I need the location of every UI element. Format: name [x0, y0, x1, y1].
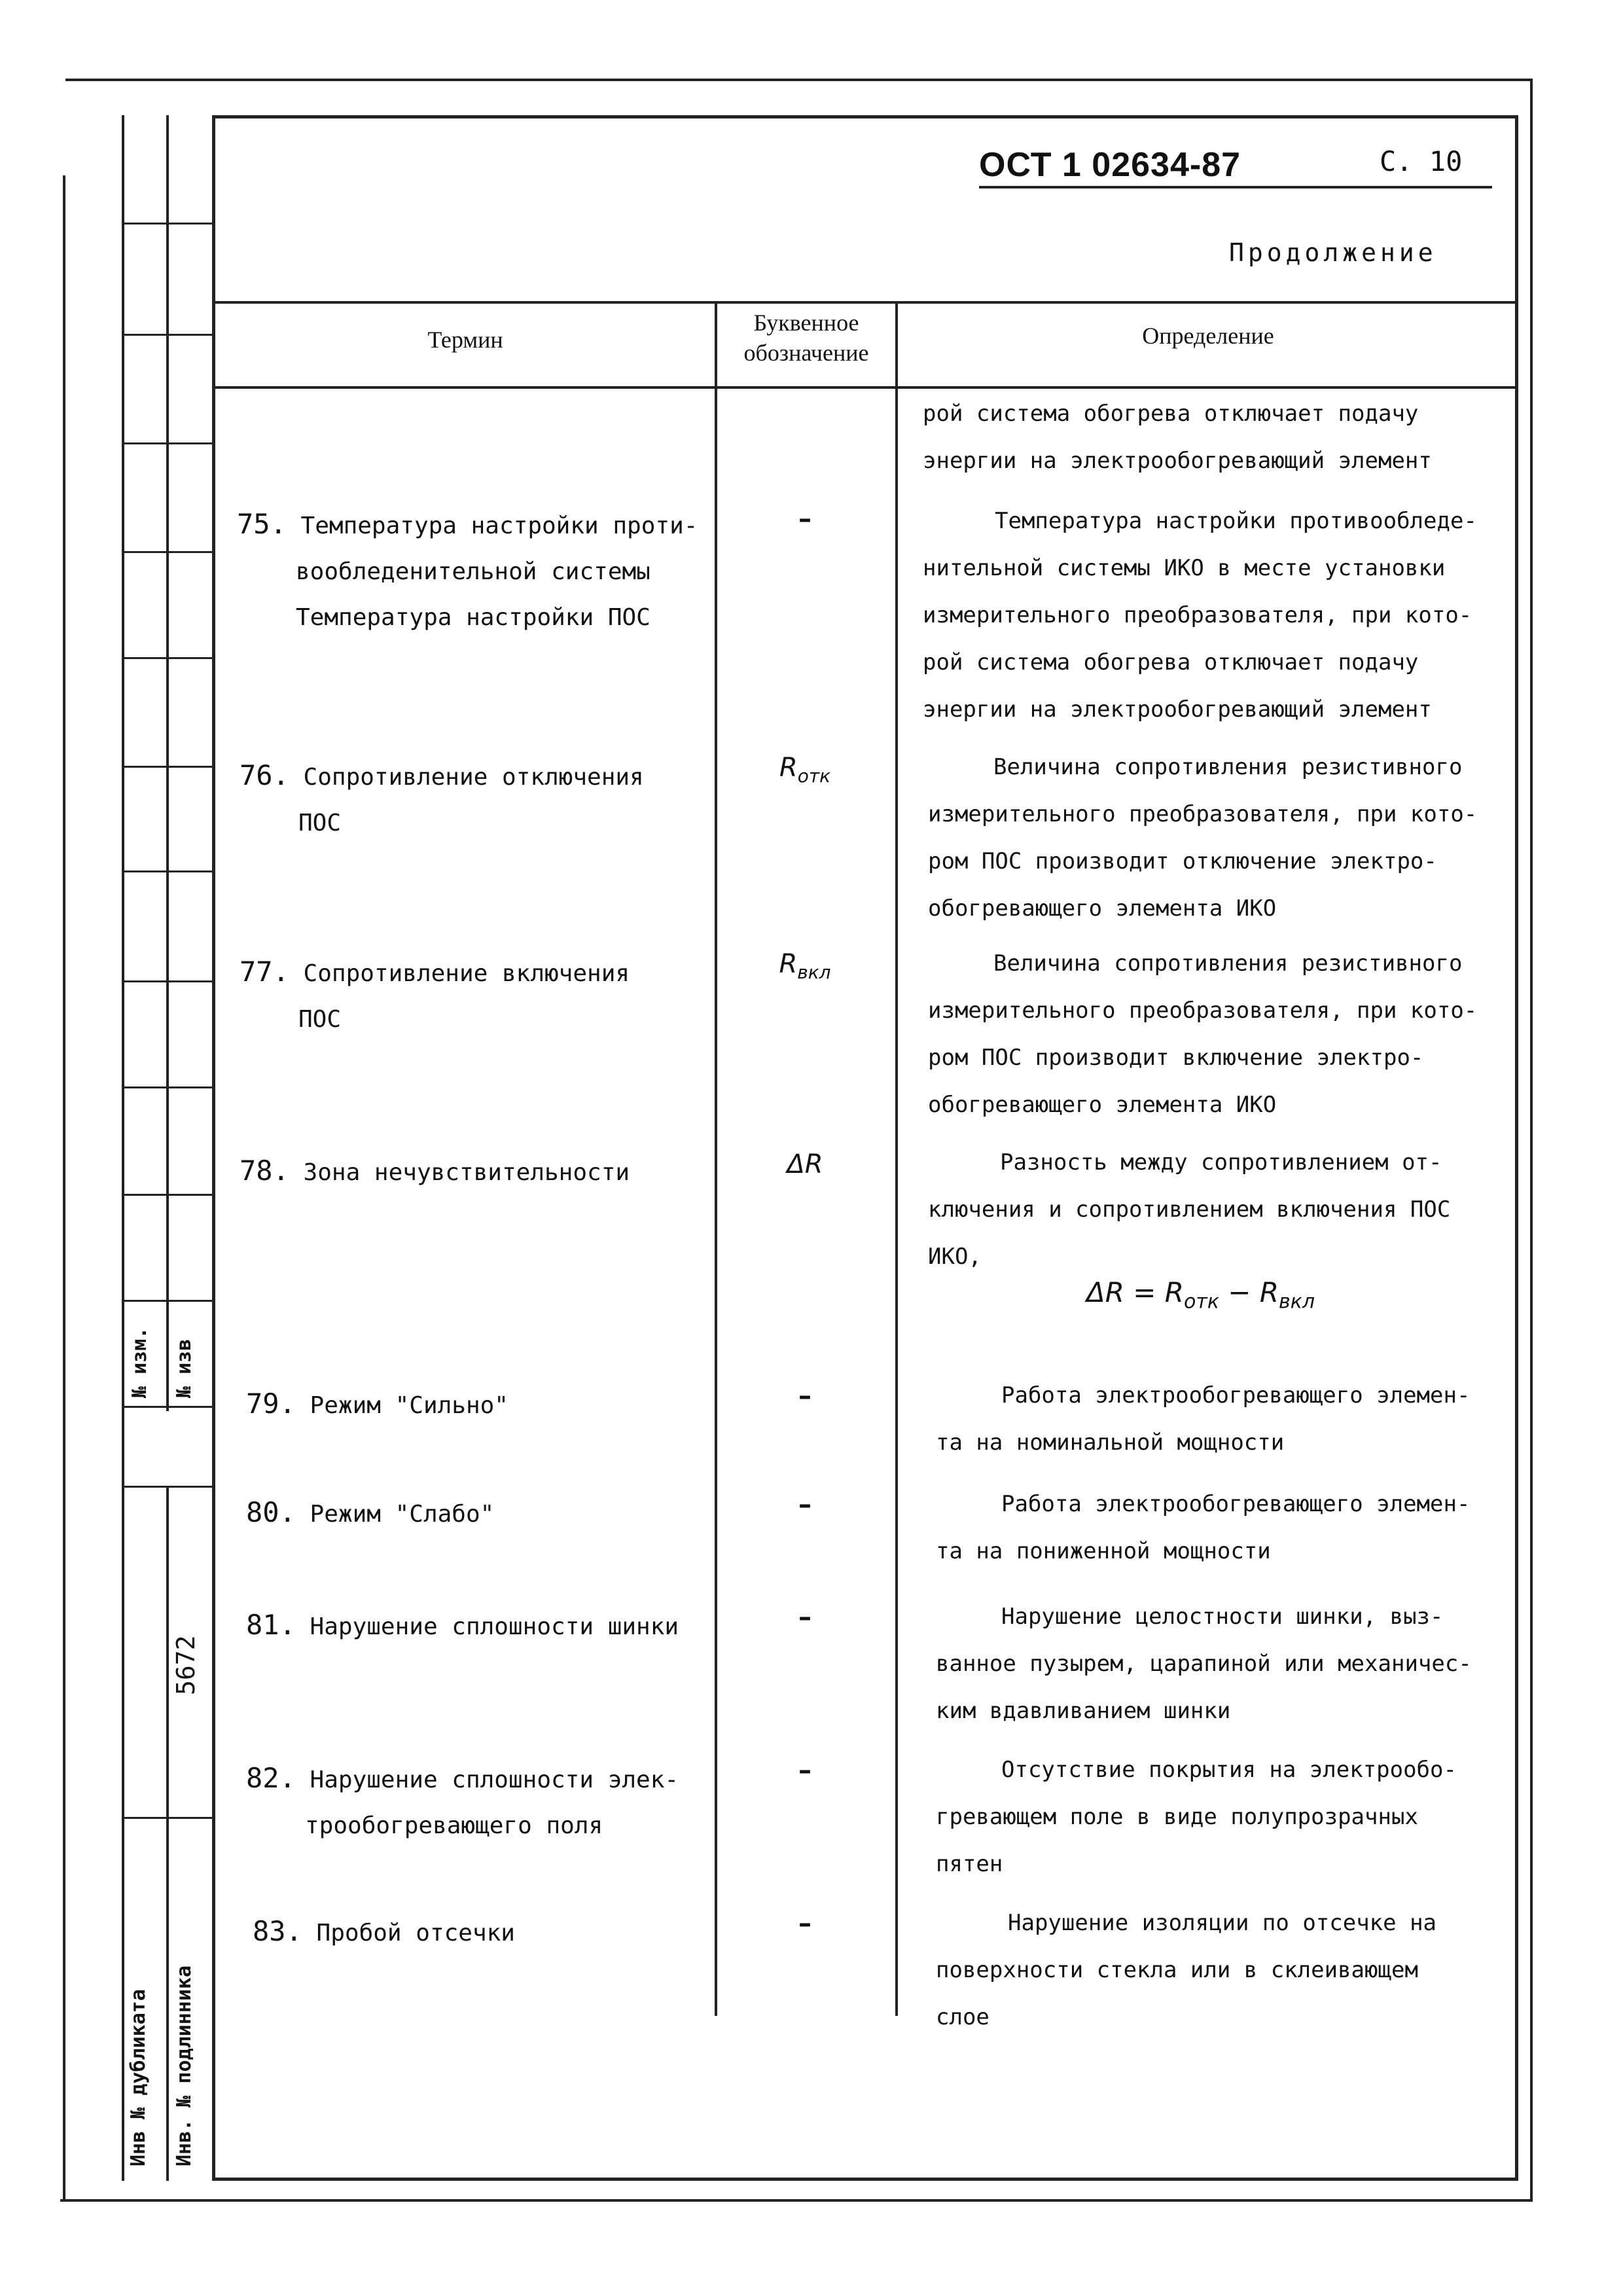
definition-line: та на пониженной мощности: [936, 1538, 1271, 1564]
symbol-subscript: отк: [797, 765, 831, 787]
definition-line: рой система обогрева отключает подачу: [923, 401, 1419, 427]
definition-line: Нарушение целостности шинки, выз-: [1001, 1604, 1444, 1630]
definition-line: гревающем поле в виде полупрозрачных: [936, 1804, 1418, 1830]
header-symbol-line1: Буквенное: [753, 310, 859, 336]
definition-line: поверхности стекла или в склеивающем: [936, 1957, 1418, 1983]
definition-line: измерительного преобразователя, при кото-: [928, 997, 1478, 1024]
definition-line: слое: [936, 2004, 990, 2030]
definition-row-75: [923, 497, 1477, 733]
symbol-main: R: [779, 949, 798, 979]
strip-cell-divider: [122, 551, 212, 553]
header-term: Термин: [427, 327, 503, 353]
term-row-75: [237, 501, 698, 641]
term-number: 75.: [237, 508, 287, 540]
term-number: 78.: [240, 1155, 289, 1187]
definition-line: Отсутствие покрытия на электрообо-: [1001, 1757, 1457, 1783]
original-inv-label: Инв. № подлинника: [173, 1965, 196, 2166]
strip-cell-divider: [122, 442, 212, 444]
outer-frame-right: [1530, 79, 1533, 2200]
strip-cell-divider: [122, 1194, 212, 1196]
strip-cell-divider: [122, 870, 212, 872]
term-line: [240, 1148, 630, 1196]
definition-line: ким вдавливанием шинки: [936, 1698, 1231, 1724]
definition-row-76: [928, 744, 1477, 932]
term-row-83: [253, 1909, 515, 1956]
symbol-row-75: –: [798, 504, 812, 534]
term-number: 83.: [253, 1915, 302, 1947]
symbol-row-78: ΔR: [787, 1149, 823, 1179]
definition-row-81: [936, 1593, 1472, 1734]
term-text: Нарушение сплошности элек-: [310, 1767, 679, 1793]
document-code-underline: [979, 186, 1492, 188]
outer-frame-top: [65, 79, 1531, 81]
symbol-row-79: –: [798, 1381, 812, 1411]
term-line: [246, 1602, 679, 1650]
definition-line: Работа электрообогревающего элемен-: [1001, 1491, 1471, 1517]
term-line: [237, 501, 698, 549]
formula-lhs: ΔR = R: [1086, 1276, 1184, 1308]
strip-cell-divider: [122, 766, 212, 768]
document-code: ОСТ 1 02634-87: [979, 146, 1241, 184]
definition-line: энергии на электрообогревающий элемент: [923, 696, 1432, 723]
definition-line: Величина сопротивления резистивного: [993, 950, 1463, 977]
table-header-rule: [212, 386, 1518, 389]
term-line: [240, 949, 630, 997]
table-top-rule: [212, 301, 1518, 304]
header-definition: Определение: [1142, 323, 1274, 349]
term-text: Режим "Слабо": [310, 1501, 495, 1528]
strip-cell-divider: [122, 657, 212, 659]
strip-cell-divider: [122, 1406, 212, 1408]
carryover-definition: [923, 390, 1432, 484]
strip-line-middle-upper: [166, 115, 169, 1411]
definition-row-78: [928, 1139, 1450, 1280]
notice-no-label: № изв: [173, 1338, 196, 1398]
continuation-label: Продолжение: [1229, 238, 1437, 267]
definition-line: Разность между сопротивлением от-: [1000, 1149, 1442, 1175]
term-line: Температура настройки ПОС: [296, 604, 651, 631]
definition-line: ром ПОС производит отключение электро-: [928, 848, 1437, 874]
definition-line: ром ПОС производит включение электро-: [928, 1045, 1424, 1071]
term-row-79: [246, 1381, 508, 1429]
formula-subscript: отк: [1184, 1290, 1219, 1314]
formula-subscript: вкл: [1279, 1290, 1315, 1314]
term-line: ПОС: [298, 810, 342, 836]
term-row-76: [240, 753, 644, 846]
strip-line-middle-lower: [166, 1486, 169, 2181]
definition-row-82: [936, 1746, 1457, 1888]
definition-line: обогревающего элемента ИКО: [928, 895, 1277, 922]
definition-row-83: [936, 1899, 1436, 2041]
duplicate-inv-label: Инв № дубликата: [127, 1989, 150, 2166]
term-line: [253, 1909, 515, 1956]
definition-line: ИКО,: [928, 1244, 982, 1270]
term-line: вообледенительной системы: [296, 558, 651, 585]
strip-line-outer: [122, 115, 124, 2181]
definition-line: пятен: [936, 1851, 1003, 1877]
definition-row-80: [936, 1480, 1470, 1575]
definition-line: нительной системы ИКО в месте установки: [923, 555, 1446, 581]
term-number: 81.: [246, 1609, 296, 1641]
term-line: [240, 753, 644, 800]
symbol-row-76: [715, 753, 895, 787]
page-number: С. 10: [1380, 145, 1463, 177]
strip-cell-divider: [122, 1086, 212, 1088]
definition-line: ванное пузырем, царапиной или механичес-: [936, 1651, 1472, 1677]
original-number: 5672: [171, 1635, 200, 1695]
definition-line: Работа электрообогревающего элемен-: [1001, 1382, 1471, 1408]
symbol-subscript: вкл: [797, 961, 831, 983]
outer-frame-left: [63, 175, 65, 2200]
definition-line: обогревающего элемента ИКО: [928, 1092, 1277, 1118]
strip-cell-divider: [122, 223, 212, 224]
definition-line: рой система обогрева отключает подачу: [923, 649, 1419, 675]
term-text: Температура настройки проти-: [300, 512, 698, 539]
definition-line: Величина сопротивления резистивного: [993, 754, 1463, 780]
strip-cell-divider: [122, 1486, 212, 1488]
definition-line: ключения и сопротивлением включения ПОС: [928, 1196, 1451, 1223]
term-line: [246, 1755, 679, 1803]
term-text: Сопротивление отключения: [303, 764, 644, 791]
term-number: 82.: [246, 1762, 296, 1794]
header-symbol: [717, 308, 895, 368]
term-text: Зона нечувствительности: [303, 1159, 630, 1186]
term-row-80: [246, 1490, 494, 1537]
term-number: 79.: [246, 1388, 296, 1420]
term-line: трообогревающего поля: [305, 1812, 603, 1839]
term-text: Сопротивление включения: [303, 960, 630, 987]
term-number: 77.: [240, 956, 289, 988]
symbol-row-82: –: [798, 1755, 812, 1785]
symbol-row-83: –: [798, 1909, 812, 1939]
term-row-81: [246, 1602, 679, 1650]
term-row-78: [240, 1148, 630, 1196]
definition-row-79: [936, 1372, 1470, 1466]
definition-line: измерительного преобразователя, при кото-: [923, 602, 1472, 628]
table-column-divider: [895, 301, 898, 2016]
definition-row-77: [928, 940, 1477, 1128]
formula-delta-r: [1086, 1276, 1315, 1313]
strip-cell-divider: [122, 980, 212, 982]
term-line: [246, 1490, 494, 1537]
definition-line: энергии на электрообогревающий элемент: [923, 448, 1432, 474]
symbol-row-81: –: [798, 1602, 812, 1632]
term-number: 76.: [240, 759, 289, 791]
term-text: Нарушение сплошности шинки: [310, 1613, 679, 1640]
term-line: [246, 1381, 508, 1429]
strip-cell-divider: [122, 1817, 212, 1819]
term-text: Пробой отсечки: [316, 1920, 515, 1946]
header-symbol-line2: обозначение: [743, 340, 869, 366]
definition-line: Температура настройки противообледе-: [995, 508, 1477, 534]
term-row-82: [246, 1755, 679, 1849]
term-text: Режим "Сильно": [310, 1392, 508, 1419]
outer-frame-bottom: [60, 2199, 1533, 2202]
definition-line: измерительного преобразователя, при кото-: [928, 801, 1478, 827]
strip-cell-divider: [122, 334, 212, 336]
term-number: 80.: [246, 1496, 296, 1528]
strip-cell-divider: [122, 1300, 212, 1302]
change-no-label: № изм.: [128, 1327, 151, 1398]
term-row-77: [240, 949, 630, 1043]
formula-mid: − R: [1219, 1276, 1279, 1308]
symbol-row-80: –: [798, 1490, 812, 1520]
definition-line: Нарушение изоляции по отсечке на: [1008, 1910, 1437, 1936]
symbol-main: R: [779, 753, 798, 783]
definition-line: та на номинальной мощности: [936, 1429, 1285, 1456]
symbol-row-77: [715, 949, 895, 983]
term-line: ПОС: [298, 1006, 342, 1033]
